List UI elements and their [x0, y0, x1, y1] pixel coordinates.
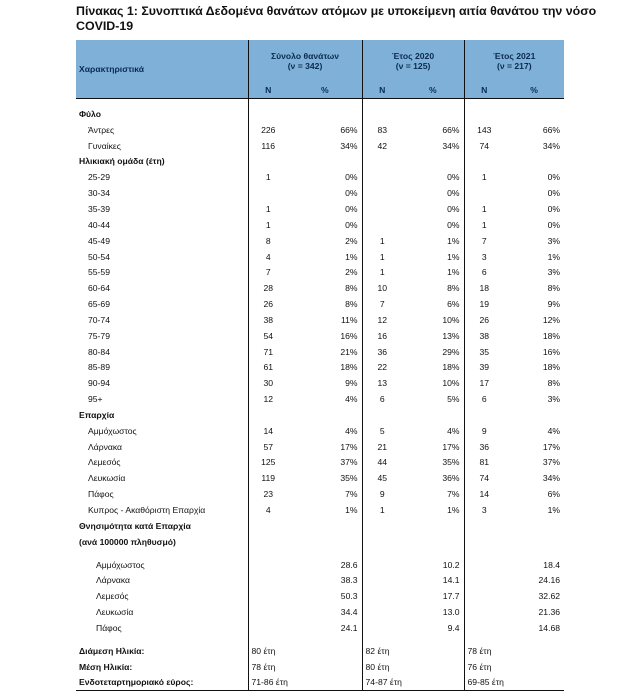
- total-percent: 21%: [340, 346, 358, 357]
- sex-row: [76, 138, 564, 154]
- percent-2021: 3%: [547, 394, 561, 405]
- percent-2021: 1%: [547, 251, 561, 262]
- total-percent: 8%: [345, 283, 358, 294]
- age-row: [76, 201, 564, 217]
- age-label: 90-94: [88, 378, 110, 389]
- count-2020: 1: [362, 264, 402, 280]
- percent-2020: 6%: [447, 299, 460, 310]
- count-2021: 6: [464, 391, 504, 407]
- count-2020: 22: [362, 360, 402, 376]
- count-2021: 14: [464, 486, 504, 502]
- spacer-row: [76, 636, 564, 643]
- total-count: 1: [248, 217, 288, 233]
- total-percent: 2%: [345, 235, 358, 246]
- mortality-label: Λεμεσός: [96, 591, 129, 602]
- header-2021-n: (ν = 217): [496, 60, 532, 71]
- count-2021: 3: [464, 249, 504, 265]
- count-2021: 6: [464, 264, 504, 280]
- total-percent: 4%: [345, 425, 358, 436]
- total-count: 54: [248, 328, 288, 344]
- total-count: [248, 185, 288, 201]
- age-row: [76, 296, 564, 312]
- age-label: 50-54: [88, 251, 110, 262]
- col-pct-total: %: [288, 81, 362, 99]
- total-percent: 8%: [345, 299, 358, 310]
- stat-2021: 78 έτη: [464, 643, 564, 659]
- sex-row: [76, 122, 564, 138]
- count-2020: 16: [362, 328, 402, 344]
- age-row: [76, 233, 564, 249]
- percent-2021: 1%: [547, 505, 561, 516]
- count-2020: 45: [362, 470, 402, 486]
- mortality-sub-section-row: [76, 534, 564, 550]
- total-percent: 1%: [345, 251, 358, 262]
- count-2020: [362, 201, 402, 217]
- mortality-total: 38.3: [340, 575, 358, 586]
- percent-2020: 0%: [447, 219, 460, 230]
- percent-2021: 18%: [542, 330, 561, 341]
- count-2020: [362, 169, 402, 185]
- stat-label: Μέση Ηλικία:: [79, 661, 133, 672]
- total-count: 1: [248, 169, 288, 185]
- percent-2020: 29%: [442, 346, 460, 357]
- percent-2021: 34%: [542, 473, 561, 484]
- count-2021: 26: [464, 312, 504, 328]
- count-2021: 81: [464, 455, 504, 471]
- age-label: 75-79: [88, 330, 110, 341]
- total-percent: 0%: [345, 219, 358, 230]
- percent-2020: 8%: [447, 283, 460, 294]
- district-section-row: [76, 407, 564, 423]
- count-2020: 42: [362, 138, 402, 154]
- count-2020: 6: [362, 391, 402, 407]
- header-2021-label: Έτος 2021: [493, 50, 536, 61]
- header-total-label: Σύνολο θανάτων: [270, 50, 340, 61]
- total-count: 30: [248, 375, 288, 391]
- age-row: [76, 185, 564, 201]
- percent-2021: 18%: [542, 362, 561, 373]
- total-count: 26: [248, 296, 288, 312]
- mortality-row: [76, 572, 564, 588]
- count-2020: 10: [362, 280, 402, 296]
- stat-total: 71-86 έτη: [248, 675, 362, 691]
- total-count: 4: [248, 249, 288, 265]
- district-row: [76, 455, 564, 471]
- header-2020: [362, 40, 464, 81]
- mortality-label: Πάφος: [96, 622, 122, 633]
- header-2020-label: Έτος 2020: [391, 50, 435, 61]
- count-2021: 18: [464, 280, 504, 296]
- district-row: [76, 486, 564, 502]
- percent-2021: 37%: [542, 457, 561, 468]
- count-2021: 1: [464, 201, 504, 217]
- total-count: 7: [248, 264, 288, 280]
- table-title: Πίνακας 1: Συνοπτικά Δεδομένα θανάτων ατόμων με υποκείμενη αιτία θανάτου την νόσο COVID-19: [76, 4, 597, 33]
- total-percent: 0%: [345, 203, 358, 214]
- count-2020: 7: [362, 296, 402, 312]
- mortality-row: [76, 557, 564, 573]
- col-pct-2021: %: [504, 81, 564, 99]
- age-row: [76, 280, 564, 296]
- count-2021: 74: [464, 138, 504, 154]
- sex-section-row: [76, 106, 564, 122]
- mortality-2020: 10.2: [442, 559, 460, 570]
- col-n-total: Ν: [248, 81, 288, 99]
- count-2021: 36: [464, 439, 504, 455]
- stat-2020: 74-87 έτη: [362, 675, 464, 691]
- stat-row: [76, 643, 564, 659]
- total-percent: 16%: [340, 330, 358, 341]
- count-2021: 7: [464, 233, 504, 249]
- district-label: Λευκωσία: [88, 473, 126, 484]
- age-row: [76, 312, 564, 328]
- count-2020: 1: [362, 249, 402, 265]
- count-2021: 39: [464, 360, 504, 376]
- stat-2021: 76 έτη: [464, 659, 564, 675]
- district-row: [76, 502, 564, 518]
- percent-2021: 0%: [547, 219, 561, 230]
- percent-2020: 0%: [447, 203, 460, 214]
- percent-2020: 66%: [442, 124, 460, 135]
- mortality-label: Αμμόχωστος: [96, 559, 145, 570]
- percent-2021: 16%: [542, 346, 561, 357]
- percent-2020: 1%: [447, 251, 460, 262]
- age-label: 35-39: [88, 203, 110, 214]
- age-row: [76, 391, 564, 407]
- mortality-2021: 21.36: [538, 607, 561, 618]
- district-label: Λάρνακα: [88, 441, 123, 452]
- mortality-row: [76, 620, 564, 636]
- percent-2020: 0%: [447, 188, 460, 199]
- mortality-row: [76, 604, 564, 620]
- age-label: 45-49: [88, 235, 110, 246]
- total-count: 23: [248, 486, 288, 502]
- total-count: 8: [248, 233, 288, 249]
- covid-deaths-table: [76, 40, 564, 691]
- age-label: 70-74: [88, 314, 110, 325]
- total-percent: 2%: [345, 267, 358, 278]
- total-count: 4: [248, 502, 288, 518]
- mortality-total: 50.3: [340, 591, 358, 602]
- count-2021: 9: [464, 423, 504, 439]
- age-label: 60-64: [88, 283, 110, 294]
- total-count: 1: [248, 201, 288, 217]
- percent-2020: 0%: [447, 172, 460, 183]
- mortality-2021: 24.16: [538, 575, 561, 586]
- age-section-row: [76, 154, 564, 170]
- count-2020: 21: [362, 439, 402, 455]
- stat-total: 78 έτη: [248, 659, 362, 675]
- percent-2020: 10%: [442, 314, 460, 325]
- stat-2020: 80 έτη: [362, 659, 464, 675]
- header-total: [248, 40, 362, 81]
- stat-total: 80 έτη: [248, 643, 362, 659]
- percent-2020: 35%: [442, 457, 460, 468]
- age-row: [76, 328, 564, 344]
- age-row: [76, 249, 564, 265]
- percent-2020: 18%: [442, 362, 460, 373]
- count-2021: 17: [464, 375, 504, 391]
- spacer-row: [76, 99, 564, 107]
- count-2020: 36: [362, 344, 402, 360]
- stat-row: [76, 675, 564, 691]
- percent-2021: 0%: [547, 188, 561, 199]
- stat-label: Διάμεση Ηλικία:: [79, 645, 145, 656]
- total-count: 125: [248, 455, 288, 471]
- mortality-label: Λάρνακα: [96, 575, 131, 586]
- count-2020: 5: [362, 423, 402, 439]
- count-2021: 35: [464, 344, 504, 360]
- age-row: [76, 217, 564, 233]
- header-2021: [464, 40, 564, 81]
- district-row: [76, 439, 564, 455]
- total-percent: 66%: [340, 124, 358, 135]
- percent-2020: 10%: [442, 378, 460, 389]
- total-percent: 9%: [345, 378, 358, 389]
- percent-2021: 34%: [542, 140, 561, 151]
- total-count: 14: [248, 423, 288, 439]
- total-count: 12: [248, 391, 288, 407]
- percent-2021: 3%: [547, 267, 561, 278]
- age-label: 30-34: [88, 188, 110, 199]
- total-count: 57: [248, 439, 288, 455]
- age-label: 25-29: [88, 172, 110, 183]
- count-2020: 1: [362, 233, 402, 249]
- age-label: 95+: [88, 394, 103, 405]
- header-characteristics: Χαρακτηριστικά: [76, 40, 248, 99]
- count-2020: 1: [362, 502, 402, 518]
- total-count: 116: [248, 138, 288, 154]
- total-count: 119: [248, 470, 288, 486]
- percent-2020: 1%: [447, 267, 460, 278]
- percent-2021: 0%: [547, 203, 561, 214]
- col-n-2020: Ν: [362, 81, 402, 99]
- percent-2020: 17%: [442, 441, 460, 452]
- count-2020: 83: [362, 122, 402, 138]
- district-label: Πάφος: [88, 489, 114, 500]
- district-label: Κυπρος - Ακαθόριστη Επαρχία: [88, 505, 206, 516]
- percent-2021: 6%: [547, 489, 561, 500]
- stat-2021: 69-85 έτη: [464, 675, 564, 691]
- mortality-2021: 18.4: [543, 559, 561, 570]
- header-row: [76, 40, 564, 81]
- count-2020: [362, 185, 402, 201]
- age-label: 85-89: [88, 362, 110, 373]
- col-n-2021: Ν: [464, 81, 504, 99]
- percent-2021: 4%: [547, 425, 561, 436]
- col-pct-2020: %: [402, 81, 464, 99]
- percent-2020: 36%: [442, 473, 460, 484]
- mortality-row: [76, 588, 564, 604]
- total-count: 28: [248, 280, 288, 296]
- count-2021: 1: [464, 217, 504, 233]
- sex-section-title: Φύλο: [79, 108, 101, 119]
- mortality-2020: 17.7: [442, 591, 460, 602]
- percent-2020: 1%: [447, 235, 460, 246]
- count-2020: 12: [362, 312, 402, 328]
- count-2020: 44: [362, 455, 402, 471]
- mortality-2020: 13.0: [442, 607, 460, 618]
- count-2021: 3: [464, 502, 504, 518]
- age-label: 65-69: [88, 299, 110, 310]
- percent-2021: 0%: [547, 172, 561, 183]
- mortality-label: Λευκωσία: [96, 607, 134, 618]
- count-2020: 13: [362, 375, 402, 391]
- age-label: 55-59: [88, 267, 110, 278]
- count-2021: [464, 185, 504, 201]
- stat-label: Ενδοτεταρτημοριακό εύρος:: [76, 675, 248, 691]
- percent-2020: 4%: [447, 425, 460, 436]
- mortality-section-row: [76, 518, 564, 534]
- mortality-section-title: Θνησιμότητα κατά Επαρχία: [79, 520, 191, 531]
- percent-2020: 13%: [442, 330, 460, 341]
- total-percent: 17%: [340, 441, 358, 452]
- total-percent: 1%: [345, 505, 358, 516]
- percent-2020: 5%: [447, 394, 460, 405]
- count-2021: 74: [464, 470, 504, 486]
- district-row: [76, 470, 564, 486]
- total-percent: 37%: [340, 457, 358, 468]
- district-label: Αμμόχωστος: [88, 425, 137, 436]
- total-percent: 34%: [340, 140, 358, 151]
- percent-2021: 8%: [547, 378, 561, 389]
- stat-2020: 82 έτη: [362, 643, 464, 659]
- header-total-n: (ν = 342): [287, 60, 323, 71]
- percent-2020: 1%: [447, 505, 460, 516]
- percent-2020: 7%: [447, 489, 460, 500]
- age-row: [76, 169, 564, 185]
- count-2021: 38: [464, 328, 504, 344]
- total-count: 226: [248, 122, 288, 138]
- age-label: 40-44: [88, 219, 110, 230]
- total-count: 61: [248, 360, 288, 376]
- district-label: Λεμεσός: [88, 457, 121, 468]
- header-2020-n: (ν = 125): [395, 60, 431, 71]
- sex-label: Γυναίκες: [88, 140, 121, 151]
- district-row: [76, 423, 564, 439]
- mortality-total: 34.4: [340, 607, 358, 618]
- count-2020: [362, 217, 402, 233]
- mortality-total: 24.1: [340, 622, 358, 633]
- mortality-sub-section-title: (ανά 100000 πληθυσμό): [79, 536, 176, 547]
- total-count: 38: [248, 312, 288, 328]
- age-row: [76, 264, 564, 280]
- age-row: [76, 375, 564, 391]
- total-percent: 0%: [345, 172, 358, 183]
- total-percent: 7%: [345, 489, 358, 500]
- count-2020: 9: [362, 486, 402, 502]
- spacer-row: [76, 550, 564, 557]
- percent-2021: 3%: [547, 235, 561, 246]
- total-percent: 11%: [340, 314, 358, 325]
- sex-label: Άντρες: [88, 124, 115, 135]
- percent-2021: 9%: [547, 299, 561, 310]
- count-2021: 1: [464, 169, 504, 185]
- total-percent: 4%: [345, 394, 358, 405]
- mortality-2020: 9.4: [447, 622, 460, 633]
- percent-2020: 34%: [442, 140, 460, 151]
- total-count: 71: [248, 344, 288, 360]
- mortality-2020: 14.1: [442, 575, 460, 586]
- total-percent: 0%: [345, 188, 358, 199]
- total-percent: 35%: [340, 473, 358, 484]
- stat-row: [76, 659, 564, 675]
- age-label: 80-84: [88, 346, 110, 357]
- age-section-title: Ηλικιακή ομάδα (έτη): [79, 156, 165, 167]
- age-row: [76, 360, 564, 376]
- mortality-total: 28.6: [340, 559, 358, 570]
- percent-2021: 66%: [542, 124, 561, 135]
- district-section-title: Επαρχία: [79, 409, 115, 420]
- percent-2021: 12%: [542, 314, 561, 325]
- mortality-2021: 32.62: [538, 591, 561, 602]
- percent-2021: 8%: [547, 283, 561, 294]
- total-percent: 18%: [340, 362, 358, 373]
- count-2021: 143: [464, 122, 504, 138]
- count-2021: 19: [464, 296, 504, 312]
- percent-2021: 17%: [542, 441, 561, 452]
- mortality-2021: 14.68: [538, 622, 561, 633]
- age-row: [76, 344, 564, 360]
